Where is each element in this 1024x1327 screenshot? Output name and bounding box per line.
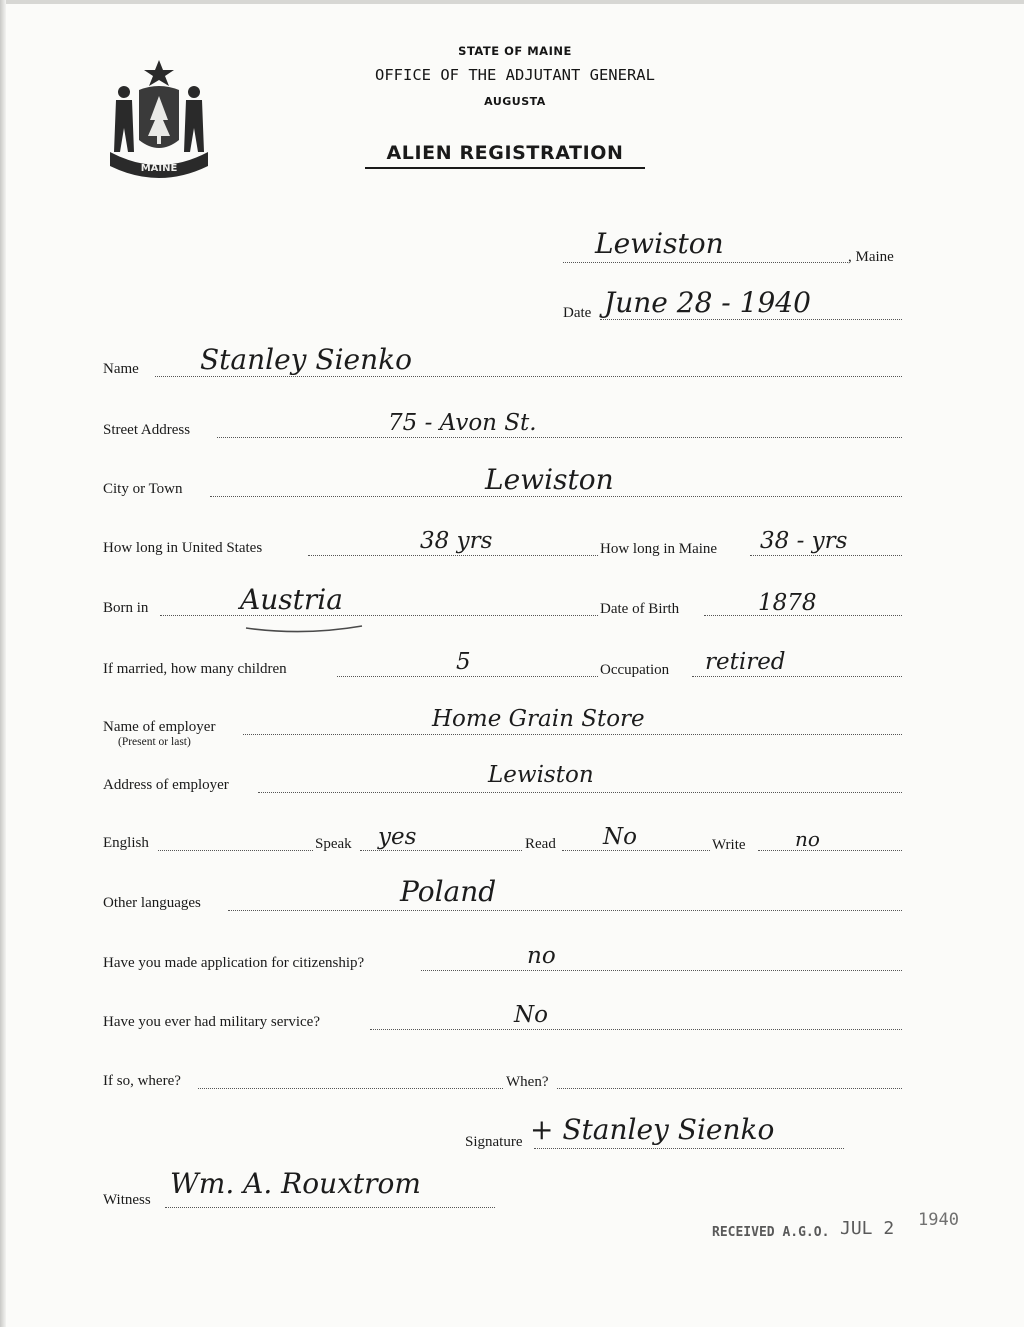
received-stamp: RECEIVED A.G.O. <box>712 1225 830 1240</box>
born-in-value: Austria <box>240 583 343 616</box>
occupation-line <box>692 676 902 677</box>
seal-text: MAINE <box>140 163 178 174</box>
header-state: STATE OF MAINE <box>458 44 572 58</box>
city-label: City or Town <box>103 481 183 497</box>
read-line <box>562 850 710 851</box>
children-value: 5 <box>456 649 471 675</box>
witness-value: Wm. A. Rouxtrom <box>170 1167 421 1200</box>
speak-label: Speak <box>315 836 352 852</box>
date-of-birth-label: Date of Birth <box>600 601 680 617</box>
how-long-maine-label: How long in Maine <box>600 541 718 557</box>
other-languages-value: Poland <box>400 875 497 908</box>
write-line <box>758 850 902 851</box>
born-in-line <box>160 615 598 616</box>
witness-label: Witness <box>103 1192 151 1208</box>
occupation-label: Occupation <box>600 662 670 678</box>
date-line <box>600 319 902 320</box>
other-languages-label: Other languages <box>103 895 201 911</box>
born-in-underline-mark <box>244 622 364 634</box>
employer-address-label: Address of employer <box>103 777 229 793</box>
street-address-label: Street Address <box>103 422 191 438</box>
employer-name-label: Name of employer <box>103 719 216 735</box>
employer-name-value: Home Grain Store <box>432 706 645 732</box>
header-office: OFFICE OF THE ADJUTANT GENERAL <box>375 66 655 84</box>
maine-state-seal-icon <box>104 56 214 182</box>
date-of-birth-value: 1878 <box>758 590 817 616</box>
how-long-us-label: How long in United States <box>103 540 263 556</box>
signature-label: Signature <box>465 1134 523 1150</box>
citizenship-label: Have you made application for citizenship? <box>103 955 365 971</box>
street-address-value: 75 - Avon St. <box>388 410 537 436</box>
street-address-line <box>217 437 902 438</box>
name-value: Stanley Sienko <box>200 343 412 376</box>
occupation-value: retired <box>705 649 786 675</box>
military-label: Have you ever had military service? <box>103 1014 320 1030</box>
when-line <box>557 1088 902 1089</box>
when-label: When? <box>506 1074 549 1090</box>
children-line <box>337 676 598 677</box>
form-title: ALIEN REGISTRATION <box>365 142 645 169</box>
employer-address-line <box>258 792 902 793</box>
citizenship-value: no <box>527 943 556 969</box>
other-languages-line <box>228 910 902 911</box>
how-long-us-line <box>308 555 598 556</box>
english-line <box>158 850 313 851</box>
place-value: Lewiston <box>595 227 724 260</box>
children-label: If married, how many children <box>103 661 287 677</box>
employer-address-value: Lewiston <box>488 762 594 788</box>
name-line <box>155 376 902 377</box>
military-line <box>370 1029 902 1030</box>
employer-sublabel: (Present or last) <box>118 736 191 748</box>
scan-edge-left <box>0 0 6 1327</box>
if-so-where-label: If so, where? <box>103 1073 181 1089</box>
speak-value: yes <box>378 824 417 850</box>
read-label: Read <box>525 836 556 852</box>
received-stamp-year: 1940 <box>918 1210 959 1230</box>
how-long-maine-value: 38 - yrs <box>760 528 848 554</box>
maine-label: , Maine <box>848 249 894 265</box>
city-line <box>210 496 902 497</box>
how-long-maine-line <box>750 555 902 556</box>
header-city: AUGUSTA <box>484 95 546 108</box>
city-value: Lewiston <box>485 463 614 496</box>
place-line <box>563 262 848 263</box>
english-label: English <box>103 835 149 851</box>
witness-line <box>165 1207 495 1208</box>
scan-edge-top <box>0 0 1024 4</box>
read-value: No <box>603 824 637 850</box>
signature-line <box>534 1148 844 1149</box>
name-label: Name <box>103 361 139 377</box>
received-stamp-date: JUL 2 <box>840 1218 895 1239</box>
born-in-label: Born in <box>103 600 149 616</box>
date-label: Date <box>563 305 592 321</box>
signature-value: + Stanley Sienko <box>530 1113 775 1146</box>
date-value: June 28 - 1940 <box>604 286 811 319</box>
how-long-us-value: 38 yrs <box>420 528 493 554</box>
if-so-where-line <box>198 1088 503 1089</box>
write-label: Write <box>712 837 746 853</box>
write-value: no <box>795 827 820 851</box>
employer-name-line <box>243 734 902 735</box>
citizenship-line <box>421 970 902 971</box>
military-value: No <box>514 1002 548 1028</box>
speak-line <box>360 850 522 851</box>
